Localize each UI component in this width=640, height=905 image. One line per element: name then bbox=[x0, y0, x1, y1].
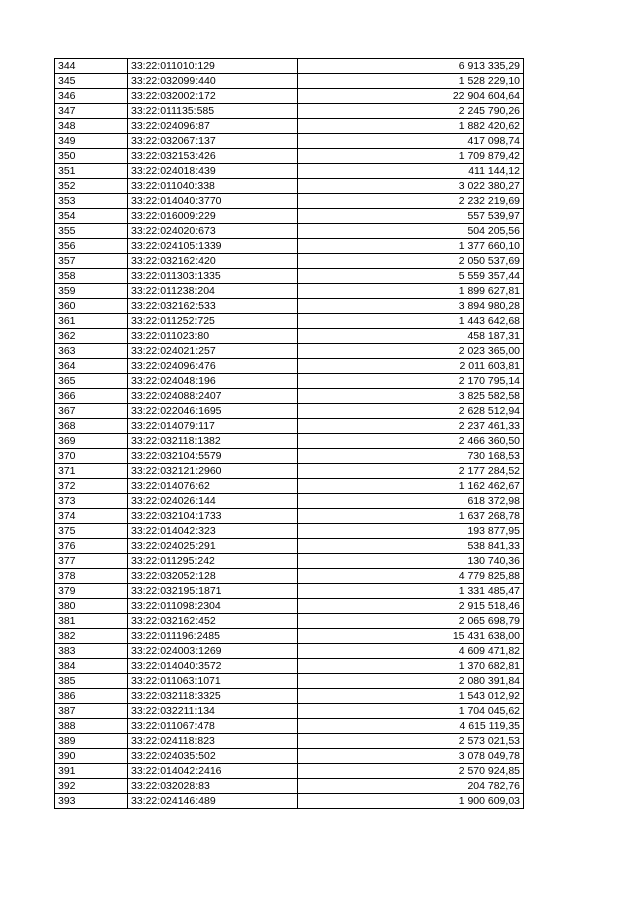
cadastral-number-cell: 33:22:011067:478 bbox=[128, 719, 298, 734]
row-number-cell: 391 bbox=[55, 764, 128, 779]
cadastral-number-cell: 33:22:011098:2304 bbox=[128, 599, 298, 614]
table-row bbox=[55, 419, 524, 434]
cadastral-value-cell: 1 331 485,47 bbox=[298, 584, 524, 599]
table-row bbox=[55, 779, 524, 794]
cadastral-number-cell: 33:22:032162:533 bbox=[128, 299, 298, 314]
cadastral-number-cell: 33:22:032104:5579 bbox=[128, 449, 298, 464]
cadastral-number-cell: 33:22:011303:1335 bbox=[128, 269, 298, 284]
table-row bbox=[55, 434, 524, 449]
cadastral-value-cell: 2 232 219,69 bbox=[298, 194, 524, 209]
row-number-cell: 373 bbox=[55, 494, 128, 509]
cadastral-number-cell: 33:22:024048:196 bbox=[128, 374, 298, 389]
table-row bbox=[55, 149, 524, 164]
row-number-cell: 352 bbox=[55, 179, 128, 194]
cadastral-value-table bbox=[54, 58, 524, 809]
table-row bbox=[55, 299, 524, 314]
cadastral-number-cell: 33:22:032195:1871 bbox=[128, 584, 298, 599]
cadastral-value-cell: 1 899 627,81 bbox=[298, 284, 524, 299]
cadastral-number-cell: 33:22:032104:1733 bbox=[128, 509, 298, 524]
table-row bbox=[55, 764, 524, 779]
table-row bbox=[55, 269, 524, 284]
row-number-cell: 365 bbox=[55, 374, 128, 389]
row-number-cell: 367 bbox=[55, 404, 128, 419]
table-row bbox=[55, 599, 524, 614]
row-number-cell: 351 bbox=[55, 164, 128, 179]
cadastral-number-cell: 33:22:011196:2485 bbox=[128, 629, 298, 644]
row-number-cell: 360 bbox=[55, 299, 128, 314]
cadastral-value-cell: 204 782,76 bbox=[298, 779, 524, 794]
table-row bbox=[55, 704, 524, 719]
row-number-cell: 379 bbox=[55, 584, 128, 599]
table-row bbox=[55, 404, 524, 419]
cadastral-number-cell: 33:22:032052:128 bbox=[128, 569, 298, 584]
cadastral-value-cell: 3 894 980,28 bbox=[298, 299, 524, 314]
cadastral-number-cell: 33:22:011238:204 bbox=[128, 284, 298, 299]
table-row bbox=[55, 254, 524, 269]
cadastral-value-cell: 538 841,33 bbox=[298, 539, 524, 554]
row-number-cell: 348 bbox=[55, 119, 128, 134]
row-number-cell: 345 bbox=[55, 74, 128, 89]
cadastral-value-cell: 15 431 638,00 bbox=[298, 629, 524, 644]
cadastral-number-cell: 33:22:022046:1695 bbox=[128, 404, 298, 419]
table-row bbox=[55, 674, 524, 689]
cadastral-value-cell: 3 825 582,58 bbox=[298, 389, 524, 404]
cadastral-number-cell: 33:22:032162:420 bbox=[128, 254, 298, 269]
row-number-cell: 370 bbox=[55, 449, 128, 464]
cadastral-value-cell: 6 913 335,29 bbox=[298, 59, 524, 74]
row-number-cell: 375 bbox=[55, 524, 128, 539]
cadastral-number-cell: 33:22:024088:2407 bbox=[128, 389, 298, 404]
cadastral-value-cell: 458 187,31 bbox=[298, 329, 524, 344]
table-row bbox=[55, 224, 524, 239]
table-row bbox=[55, 509, 524, 524]
row-number-cell: 381 bbox=[55, 614, 128, 629]
table-row bbox=[55, 539, 524, 554]
cadastral-value-cell: 2 065 698,79 bbox=[298, 614, 524, 629]
table-row bbox=[55, 89, 524, 104]
cadastral-value-cell: 4 609 471,82 bbox=[298, 644, 524, 659]
cadastral-value-cell: 1 162 462,67 bbox=[298, 479, 524, 494]
table-row bbox=[55, 209, 524, 224]
table-row bbox=[55, 389, 524, 404]
cadastral-value-cell: 2 170 795,14 bbox=[298, 374, 524, 389]
cadastral-value-cell: 2 466 360,50 bbox=[298, 434, 524, 449]
cadastral-value-cell: 2 570 924,85 bbox=[298, 764, 524, 779]
cadastral-value-cell: 1 443 642,68 bbox=[298, 314, 524, 329]
cadastral-value-cell: 130 740,36 bbox=[298, 554, 524, 569]
row-number-cell: 361 bbox=[55, 314, 128, 329]
cadastral-value-cell: 2 915 518,46 bbox=[298, 599, 524, 614]
cadastral-number-cell: 33:22:032118:1382 bbox=[128, 434, 298, 449]
cadastral-value-cell: 22 904 604,64 bbox=[298, 89, 524, 104]
cadastral-number-cell: 33:22:014042:2416 bbox=[128, 764, 298, 779]
cadastral-number-cell: 33:22:024146:489 bbox=[128, 794, 298, 809]
cadastral-value-cell: 1 377 660,10 bbox=[298, 239, 524, 254]
cadastral-number-cell: 33:22:024096:87 bbox=[128, 119, 298, 134]
cadastral-number-cell: 33:22:032099:440 bbox=[128, 74, 298, 89]
row-number-cell: 347 bbox=[55, 104, 128, 119]
cadastral-value-cell: 2 573 021,53 bbox=[298, 734, 524, 749]
cadastral-value-cell: 4 615 119,35 bbox=[298, 719, 524, 734]
cadastral-number-cell: 33:22:011063:1071 bbox=[128, 674, 298, 689]
row-number-cell: 364 bbox=[55, 359, 128, 374]
table-row bbox=[55, 554, 524, 569]
cadastral-number-cell: 33:22:016009:229 bbox=[128, 209, 298, 224]
table-row bbox=[55, 329, 524, 344]
cadastral-value-cell: 1 370 682,81 bbox=[298, 659, 524, 674]
cadastral-number-cell: 33:22:032067:137 bbox=[128, 134, 298, 149]
row-number-cell: 362 bbox=[55, 329, 128, 344]
cadastral-value-cell: 618 372,98 bbox=[298, 494, 524, 509]
table-row bbox=[55, 164, 524, 179]
cadastral-value-cell: 5 559 357,44 bbox=[298, 269, 524, 284]
row-number-cell: 357 bbox=[55, 254, 128, 269]
cadastral-value-cell: 1 900 609,03 bbox=[298, 794, 524, 809]
cadastral-number-cell: 33:22:032118:3325 bbox=[128, 689, 298, 704]
table-row bbox=[55, 374, 524, 389]
row-number-cell: 359 bbox=[55, 284, 128, 299]
row-number-cell: 346 bbox=[55, 89, 128, 104]
cadastral-value-cell: 2 628 512,94 bbox=[298, 404, 524, 419]
table-row bbox=[55, 119, 524, 134]
cadastral-number-cell: 33:22:024018:439 bbox=[128, 164, 298, 179]
cadastral-value-cell: 2 177 284,52 bbox=[298, 464, 524, 479]
cadastral-number-cell: 33:22:011010:129 bbox=[128, 59, 298, 74]
row-number-cell: 389 bbox=[55, 734, 128, 749]
cadastral-value-cell: 557 539,97 bbox=[298, 209, 524, 224]
cadastral-number-cell: 33:22:024096:476 bbox=[128, 359, 298, 374]
cadastral-value-cell: 1 709 879,42 bbox=[298, 149, 524, 164]
cadastral-value-cell: 417 098,74 bbox=[298, 134, 524, 149]
table-row bbox=[55, 629, 524, 644]
cadastral-value-cell: 4 779 825,88 bbox=[298, 569, 524, 584]
cadastral-number-cell: 33:22:011252:725 bbox=[128, 314, 298, 329]
table-row bbox=[55, 194, 524, 209]
row-number-cell: 344 bbox=[55, 59, 128, 74]
table-row bbox=[55, 464, 524, 479]
row-number-cell: 366 bbox=[55, 389, 128, 404]
row-number-cell: 356 bbox=[55, 239, 128, 254]
row-number-cell: 384 bbox=[55, 659, 128, 674]
table-row bbox=[55, 134, 524, 149]
table-row bbox=[55, 359, 524, 374]
row-number-cell: 380 bbox=[55, 599, 128, 614]
row-number-cell: 383 bbox=[55, 644, 128, 659]
row-number-cell: 385 bbox=[55, 674, 128, 689]
row-number-cell: 376 bbox=[55, 539, 128, 554]
cadastral-value-cell: 3 078 049,78 bbox=[298, 749, 524, 764]
row-number-cell: 369 bbox=[55, 434, 128, 449]
row-number-cell: 372 bbox=[55, 479, 128, 494]
table-row bbox=[55, 659, 524, 674]
row-number-cell: 378 bbox=[55, 569, 128, 584]
row-number-cell: 374 bbox=[55, 509, 128, 524]
cadastral-number-cell: 33:22:014040:3572 bbox=[128, 659, 298, 674]
table-row bbox=[55, 284, 524, 299]
table-row bbox=[55, 479, 524, 494]
row-number-cell: 354 bbox=[55, 209, 128, 224]
row-number-cell: 382 bbox=[55, 629, 128, 644]
cadastral-number-cell: 33:22:014040:3770 bbox=[128, 194, 298, 209]
cadastral-value-cell: 1 882 420,62 bbox=[298, 119, 524, 134]
cadastral-number-cell: 33:22:011040:338 bbox=[128, 179, 298, 194]
table-row bbox=[55, 719, 524, 734]
cadastral-number-cell: 33:22:011135:585 bbox=[128, 104, 298, 119]
table-row bbox=[55, 749, 524, 764]
cadastral-value-cell: 2 237 461,33 bbox=[298, 419, 524, 434]
cadastral-value-cell: 2 050 537,69 bbox=[298, 254, 524, 269]
table-row bbox=[55, 59, 524, 74]
row-number-cell: 350 bbox=[55, 149, 128, 164]
cadastral-number-cell: 33:22:024025:291 bbox=[128, 539, 298, 554]
table-row bbox=[55, 344, 524, 359]
cadastral-value-cell: 2 023 365,00 bbox=[298, 344, 524, 359]
cadastral-number-cell: 33:22:032002:172 bbox=[128, 89, 298, 104]
row-number-cell: 349 bbox=[55, 134, 128, 149]
row-number-cell: 393 bbox=[55, 794, 128, 809]
cadastral-number-cell: 33:22:024118:823 bbox=[128, 734, 298, 749]
row-number-cell: 355 bbox=[55, 224, 128, 239]
cadastral-value-cell: 1 637 268,78 bbox=[298, 509, 524, 524]
cadastral-value-cell: 2 080 391,84 bbox=[298, 674, 524, 689]
table-row bbox=[55, 104, 524, 119]
table-row bbox=[55, 614, 524, 629]
cadastral-value-cell: 1 543 012,92 bbox=[298, 689, 524, 704]
table-row bbox=[55, 734, 524, 749]
cadastral-value-cell: 2 245 790,26 bbox=[298, 104, 524, 119]
cadastral-number-cell: 33:22:024003:1269 bbox=[128, 644, 298, 659]
table-row bbox=[55, 494, 524, 509]
cadastral-number-cell: 33:22:032028:83 bbox=[128, 779, 298, 794]
table-row bbox=[55, 524, 524, 539]
cadastral-value-cell: 411 144,12 bbox=[298, 164, 524, 179]
row-number-cell: 368 bbox=[55, 419, 128, 434]
row-number-cell: 353 bbox=[55, 194, 128, 209]
table-body bbox=[55, 59, 524, 809]
row-number-cell: 363 bbox=[55, 344, 128, 359]
table-row bbox=[55, 179, 524, 194]
table-row bbox=[55, 239, 524, 254]
cadastral-number-cell: 33:22:032121:2960 bbox=[128, 464, 298, 479]
cadastral-number-cell: 33:22:014079:117 bbox=[128, 419, 298, 434]
cadastral-number-cell: 33:22:032153:426 bbox=[128, 149, 298, 164]
cadastral-value-cell: 1 528 229,10 bbox=[298, 74, 524, 89]
row-number-cell: 392 bbox=[55, 779, 128, 794]
row-number-cell: 387 bbox=[55, 704, 128, 719]
cadastral-number-cell: 33:22:024020:673 bbox=[128, 224, 298, 239]
cadastral-number-cell: 33:22:032211:134 bbox=[128, 704, 298, 719]
cadastral-value-cell: 1 704 045,62 bbox=[298, 704, 524, 719]
cadastral-number-cell: 33:22:014076:62 bbox=[128, 479, 298, 494]
cadastral-number-cell: 33:22:024026:144 bbox=[128, 494, 298, 509]
row-number-cell: 358 bbox=[55, 269, 128, 284]
row-number-cell: 377 bbox=[55, 554, 128, 569]
table-row bbox=[55, 689, 524, 704]
table-row bbox=[55, 644, 524, 659]
cadastral-value-cell: 504 205,56 bbox=[298, 224, 524, 239]
cadastral-number-cell: 33:22:024105:1339 bbox=[128, 239, 298, 254]
row-number-cell: 371 bbox=[55, 464, 128, 479]
cadastral-value-cell: 193 877,95 bbox=[298, 524, 524, 539]
table-row bbox=[55, 569, 524, 584]
table-row bbox=[55, 74, 524, 89]
row-number-cell: 388 bbox=[55, 719, 128, 734]
table-row bbox=[55, 449, 524, 464]
cadastral-value-cell: 2 011 603,81 bbox=[298, 359, 524, 374]
cadastral-number-cell: 33:22:011023:80 bbox=[128, 329, 298, 344]
table-row bbox=[55, 584, 524, 599]
row-number-cell: 386 bbox=[55, 689, 128, 704]
cadastral-number-cell: 33:22:024035:502 bbox=[128, 749, 298, 764]
cadastral-number-cell: 33:22:024021:257 bbox=[128, 344, 298, 359]
cadastral-value-cell: 730 168,53 bbox=[298, 449, 524, 464]
table-row bbox=[55, 314, 524, 329]
cadastral-value-cell: 3 022 380,27 bbox=[298, 179, 524, 194]
row-number-cell: 390 bbox=[55, 749, 128, 764]
cadastral-number-cell: 33:22:014042:323 bbox=[128, 524, 298, 539]
cadastral-number-cell: 33:22:011295:242 bbox=[128, 554, 298, 569]
cadastral-number-cell: 33:22:032162:452 bbox=[128, 614, 298, 629]
table-row bbox=[55, 794, 524, 809]
